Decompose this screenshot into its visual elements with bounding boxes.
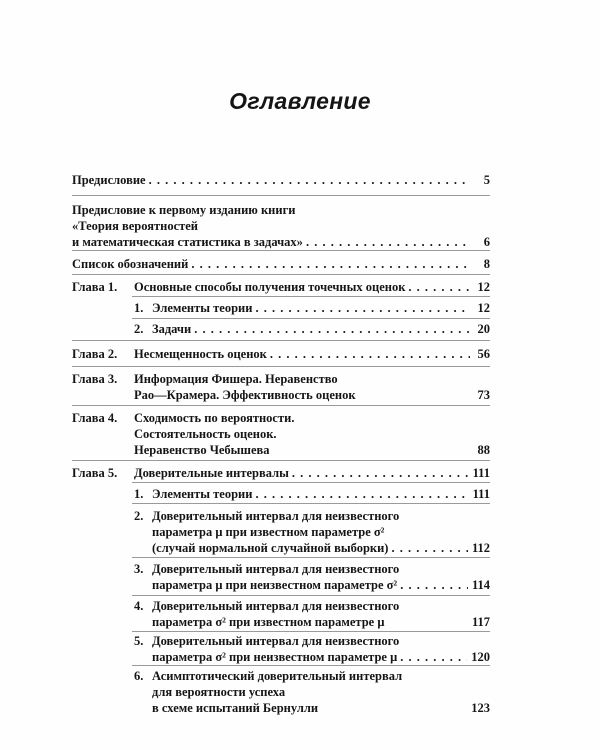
section-title: параметра μ при неизвестном параметре σ² (152, 578, 398, 592)
chapter-label: Глава 1. (72, 280, 118, 294)
section-title: параметра σ² при неизвестном параметре μ (152, 650, 398, 664)
divider (132, 318, 490, 319)
dot-leader (400, 649, 467, 665)
page-number: 56 (477, 347, 490, 361)
divider (72, 340, 490, 341)
chapter-title: Информация Фишера. Неравенство (134, 372, 338, 386)
chapter-label: Глава 5. (72, 466, 118, 480)
section-title: Доверительный интервал для неизвестного (152, 562, 400, 576)
page-title: Оглавление (229, 88, 371, 114)
divider (72, 195, 490, 196)
chapter-title: Несмещенность оценок (134, 347, 267, 361)
page-number: 20 (477, 322, 490, 336)
section-title: параметра σ² при известном параметре μ (152, 615, 385, 629)
chapter-label: Глава 4. (72, 411, 118, 425)
dot-leader (149, 172, 470, 188)
entry-label: Список обозначений (72, 257, 189, 271)
divider (132, 296, 490, 297)
page-number: 6 (483, 235, 490, 249)
section-title: Доверительный интервал для неизвестного (152, 509, 400, 523)
toc-entry-notation[interactable] (72, 256, 490, 272)
dot-leader (270, 346, 470, 362)
section-number: 6. (134, 669, 144, 683)
toc-section-1-2[interactable] (134, 321, 490, 337)
page-number: 112 (471, 541, 490, 555)
divider (72, 274, 490, 275)
toc-section-5-3[interactable] (134, 561, 490, 593)
page-number: 8 (483, 257, 490, 271)
dot-leader (255, 300, 470, 316)
chapter-title: Основные способы получения точечных оценок (134, 280, 406, 294)
toc-section-5-5[interactable] (134, 633, 490, 665)
toc-section-5-6[interactable] (134, 668, 490, 716)
divider (72, 405, 490, 406)
chapter-title: Доверительные интервалы (134, 466, 289, 480)
page-number: 73 (477, 388, 490, 402)
divider (132, 665, 490, 666)
toc-chapter-4[interactable] (72, 410, 490, 458)
divider (132, 631, 490, 632)
toc-entry-first-edition-preface[interactable] (72, 202, 490, 250)
dot-leader (191, 256, 470, 272)
toc-chapter-1[interactable] (72, 279, 490, 295)
divider (132, 482, 490, 483)
chapter-title: Состоятельность оценок. (134, 427, 277, 441)
dot-leader (292, 465, 469, 481)
section-title: Асимптотический доверительный интервал (152, 669, 403, 683)
section-title: (случай нормальной случайной выборки) (152, 541, 389, 555)
page-number: 88 (477, 443, 490, 457)
section-title: в схеме испытаний Бернулли (152, 701, 319, 715)
toc-section-1-1[interactable] (134, 300, 490, 316)
page-number: 120 (471, 650, 490, 664)
page-number: 12 (477, 301, 490, 315)
chapter-label: Глава 3. (72, 372, 118, 386)
dot-leader (408, 279, 470, 295)
divider (72, 366, 490, 367)
toc-section-5-4[interactable] (134, 598, 490, 630)
section-title: Доверительный интервал для неизвестного (152, 599, 400, 613)
section-number: 3. (134, 562, 144, 576)
entry-label: и математическая статистика в задачах» (72, 235, 303, 249)
page-number: 114 (471, 578, 490, 592)
section-title: параметра μ при известном параметре σ² (152, 525, 385, 539)
chapter-title: Сходимость по вероятности. (134, 411, 295, 425)
entry-label: Предисловие к первому изданию книги (72, 203, 296, 217)
section-number: 1. (134, 301, 144, 315)
page-number: 123 (471, 701, 490, 715)
section-title: для вероятности успеха (152, 685, 286, 699)
chapter-label: Глава 2. (72, 347, 118, 361)
page-number: 111 (472, 487, 490, 501)
toc-chapter-2[interactable] (72, 346, 490, 362)
section-number: 5. (134, 634, 144, 648)
section-title: Элементы теории (152, 301, 253, 315)
dot-leader (306, 234, 470, 250)
page-number: 111 (472, 466, 490, 480)
section-number: 4. (134, 599, 144, 613)
section-number: 2. (134, 509, 144, 523)
page-number: 12 (477, 280, 490, 294)
chapter-title: Неравенство Чебышева (134, 443, 270, 457)
entry-label: «Теория вероятностей (72, 219, 199, 233)
section-number: 1. (134, 487, 144, 501)
page-number: 117 (471, 615, 490, 629)
section-number: 2. (134, 322, 144, 336)
dot-leader (255, 486, 468, 502)
dot-leader (400, 577, 468, 593)
toc-chapter-5[interactable] (72, 465, 490, 481)
toc-entry-preface[interactable] (72, 172, 490, 188)
toc-chapter-3[interactable] (72, 371, 490, 403)
entry-label: Предисловие (72, 173, 146, 187)
section-title: Элементы теории (152, 487, 253, 501)
section-title: Доверительный интервал для неизвестного (152, 634, 400, 648)
chapter-title: Рао—Крамера. Эффективность оценок (134, 388, 356, 402)
divider (72, 250, 490, 251)
page-number: 5 (483, 173, 490, 187)
divider (72, 460, 490, 461)
toc-section-5-2[interactable] (134, 508, 490, 556)
toc-section-5-1[interactable] (134, 486, 490, 502)
dot-leader (391, 540, 467, 556)
divider (132, 595, 490, 596)
section-title: Задачи (152, 322, 192, 336)
divider (132, 503, 490, 504)
dot-leader (194, 321, 470, 337)
divider (132, 557, 490, 558)
